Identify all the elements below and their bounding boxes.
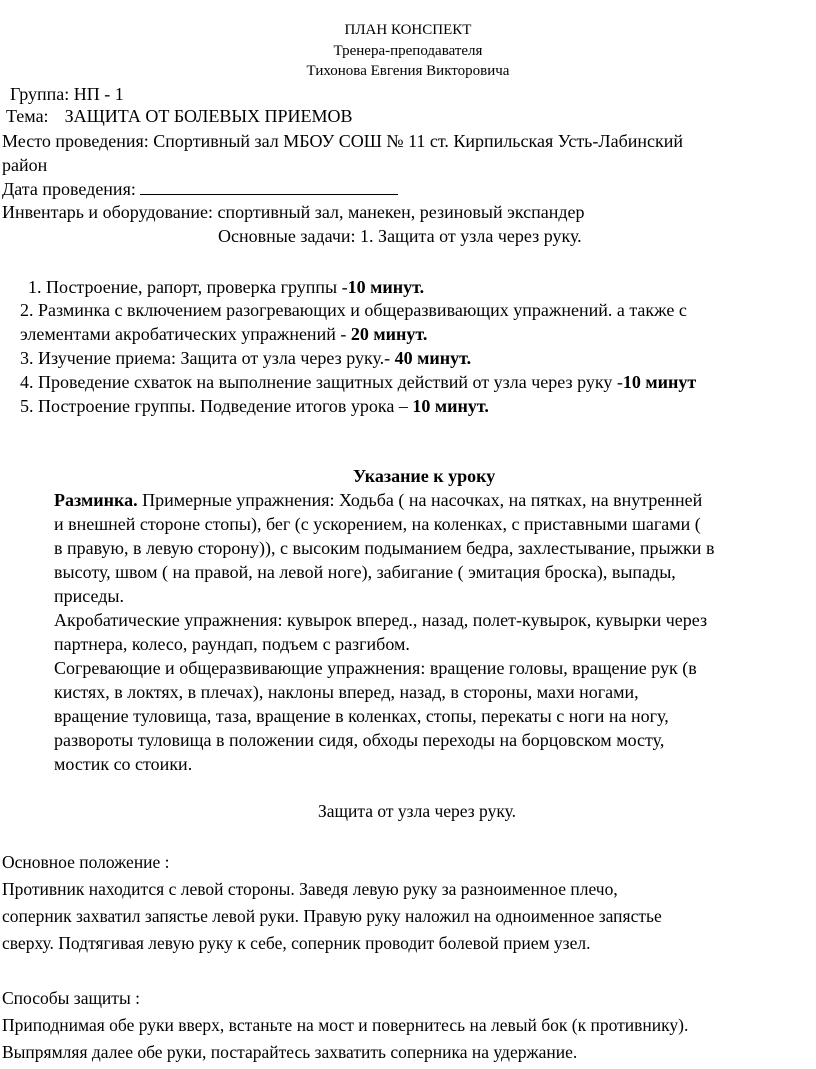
defense-line: Выпрямляя далее обе руки, постарайтесь захватить соперника на удержание. (2, 1042, 578, 1062)
instructions-line: кистях, в локтях, в плечах), наклоны вперед, назад, в стороны, махи ногами, (54, 682, 639, 702)
date-line (2, 178, 398, 200)
document-title: ПЛАН КОНСПЕКТ (344, 22, 472, 38)
position-line: Противник находится с левой стороны. Заведя левую руку за разноименное плечо, (2, 879, 618, 899)
technique-title: Защита от узла через руку. (318, 801, 516, 821)
group-line: Группа: НП - 1 (10, 84, 124, 104)
author-role: Тренера-преподавателя (333, 43, 483, 59)
instructions-line: в правую, в левую сторону)), с высоким подыманием бедра, захлестывание, прыжки в (54, 538, 715, 558)
instructions-line: вращение туловища, таза, вращение в коленках, стопы, перекаты с ноги на ногу, (54, 706, 669, 726)
instructions-line: Согревающие и общеразвивающие упражнения: вращение головы, вращение рук (в (54, 658, 697, 678)
instructions-line: партнера, колесо, раундап, подъем с разгибом. (54, 634, 410, 654)
place-line-1: Место проведения: Спортивный зал МБОУ СОШ № 11 ст. Кирпильская Усть-Лабинский (2, 131, 684, 151)
position-line: соперник захватил запястье левой руки. Правую руку наложил на одноименное запястье (2, 906, 662, 926)
instructions-line: мостик со стоики. (54, 754, 193, 774)
instructions-line: развороты туловища в положении сидя, обходы переходы на борцовском мосту, (54, 730, 665, 750)
plan-item: 5. Построение группы. Подведение итогов урока – 10 минут. (20, 396, 489, 416)
instructions-line: и внешней стороне стопы), бег (с ускорением, на коленках, с приставными шагами ( (54, 514, 701, 534)
date-label: Дата проведения: (2, 179, 141, 199)
plan-item: 1. Построение, рапорт, проверка группы -10 минут. (28, 277, 425, 297)
plan-item: элементами акробатических упражнений - 20 минут. (20, 324, 428, 344)
instructions-line: высоту, швом ( на правой, на левой ноге), забигание ( эмитация броска), выпады, (54, 562, 676, 582)
tasks-line: Основные задачи: 1. Защита от узла через руку. (218, 226, 582, 246)
position-line: сверху. Подтягивая левую руку к себе, соперник проводит болевой прием узел. (2, 933, 591, 953)
instructions-line: приседы. (54, 586, 124, 606)
topic-value: ЗАЩИТА ОТ БОЛЕВЫХ ПРИЕМОВ (64, 106, 353, 126)
warmup-label: Разминка. (54, 490, 138, 510)
position-label: Основное положение : (2, 852, 170, 872)
plan-item: 2. Разминка с включением разогревающих и общеразвивающих упражнений. а также с (20, 300, 687, 320)
instructions-line: Акробатические упражнения: кувырок вперед., назад, полет-кувырок, кувырки через (54, 610, 708, 630)
topic-label: Тема: (6, 106, 49, 126)
instructions-title: Указание к уроку (353, 466, 496, 486)
defense-line: Приподнимая обе руки вверх, встаньте на мост и повернитесь на левый бок (к противнику). (2, 1015, 689, 1035)
instructions-line: Разминка. Примерные упражнения: Ходьба ( на насочках, на пятках, на внутренней (54, 490, 703, 510)
equipment-line: Инвентарь и оборудование: спортивный зал, манекен, резиновый экспандер (2, 202, 585, 222)
date-blank (140, 178, 398, 195)
defense-label: Способы защиты : (2, 988, 140, 1008)
plan-item: 4. Проведение схваток на выполнение защитных действий от узла через руку -10 минут (20, 372, 697, 392)
place-line-2: район (2, 155, 48, 175)
plan-item: 3. Изучение приема: Защита от узла через руку.- 40 минут. (20, 348, 472, 368)
author-name: Тихонова Евгения Викторовича (306, 63, 510, 79)
topic-line (6, 106, 353, 127)
